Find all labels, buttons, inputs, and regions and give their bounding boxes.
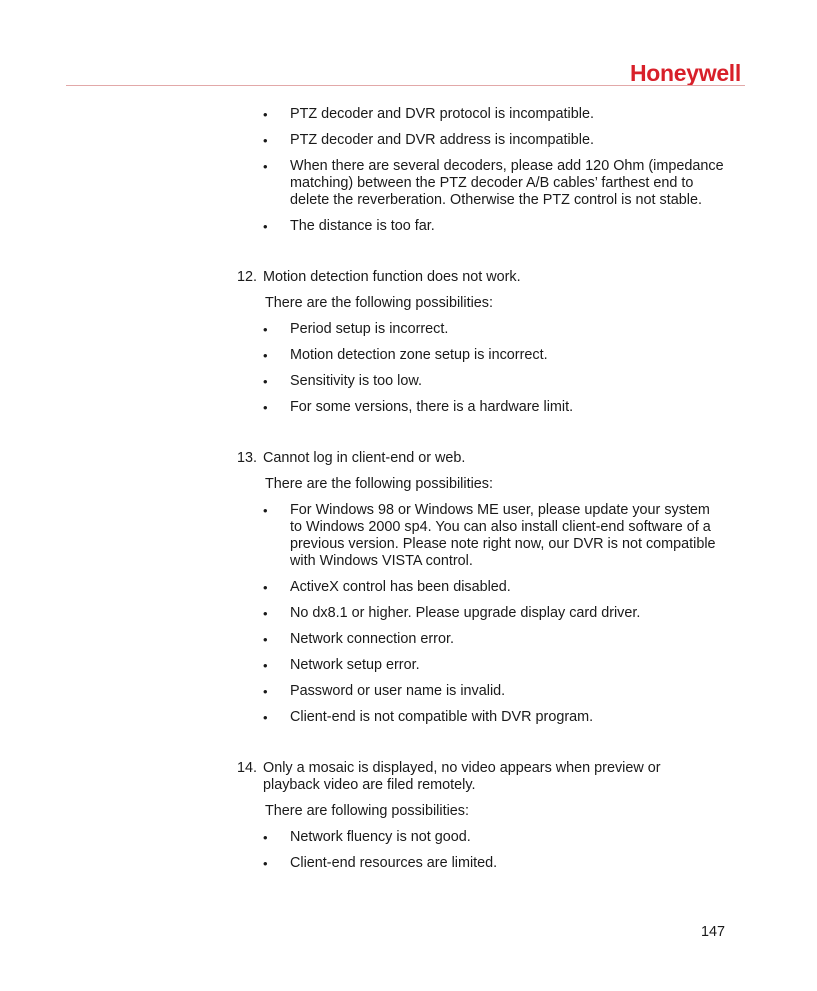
bullet-icon: • [263, 400, 268, 415]
bullet-icon: • [263, 658, 268, 673]
bullet-icon: • [263, 107, 268, 122]
list-item-text: ActiveX control has been disabled. [290, 579, 511, 595]
list-item-text: Client-end resources are limited. [290, 855, 498, 871]
bullet-icon: • [263, 606, 268, 621]
bullet-icon: • [263, 710, 268, 725]
section-title-text: Only a mosaic is displayed, no video appears when preview or playback video are filed remotely. [263, 760, 661, 793]
section-title-text: Motion detection function does not work. [263, 269, 521, 285]
list-item-text: Network fluency is not good. [290, 829, 471, 845]
list-item-text: When there are several decoders, please add 120 Ohm (impedance matching) between the PTZ decoder A/B cables’ farthest end to delete the reverberation. Otherwise the PTZ control is not stable. [290, 158, 724, 208]
section-heading [0, 269, 683, 286]
list-item-text: Network setup error. [290, 657, 420, 673]
list-item-text: Network connection error. [290, 631, 454, 647]
section-number: 13. [237, 450, 258, 466]
list-item [0, 855, 725, 872]
list-item-text: Sensitivity is too low. [290, 373, 422, 389]
section-intro: There are the following possibilities: [265, 476, 493, 492]
section-12 [0, 269, 817, 416]
bullet-icon: • [263, 684, 268, 699]
list-item-text: Client-end is not compatible with DVR program. [290, 709, 594, 725]
section-heading [0, 450, 683, 467]
list-item-text: PTZ decoder and DVR protocol is incompatible. [290, 106, 594, 122]
list-item [0, 132, 725, 149]
bullet-icon: • [263, 219, 268, 234]
section-number: 14. [237, 760, 258, 776]
section-bullet-list [0, 502, 817, 726]
list-item-text: Motion detection zone setup is incorrect. [290, 347, 548, 363]
list-item [0, 657, 725, 674]
list-item [0, 631, 725, 648]
bullet-icon: • [263, 159, 268, 174]
bullet-icon: • [263, 830, 268, 845]
list-item [0, 829, 725, 846]
list-item [0, 158, 725, 209]
intro-bullet-list [0, 106, 817, 235]
list-item-text: Period setup is incorrect. [290, 321, 449, 337]
honeywell-logo: Honeywell [629, 60, 741, 86]
list-item [0, 709, 725, 726]
list-item [0, 321, 725, 338]
bullet-icon: • [263, 632, 268, 647]
section-13 [0, 450, 817, 726]
section-heading [0, 760, 683, 794]
list-item [0, 218, 725, 235]
bullet-icon: • [263, 374, 268, 389]
section-14 [0, 760, 817, 872]
page-number: 147 [701, 924, 726, 940]
bullet-icon: • [263, 580, 268, 595]
list-item-text: PTZ decoder and DVR address is incompatible. [290, 132, 594, 148]
page-body [0, 106, 817, 881]
bullet-icon: • [263, 133, 268, 148]
list-item [0, 605, 725, 622]
section-bullet-list [0, 829, 817, 872]
bullet-icon: • [263, 322, 268, 337]
list-item [0, 347, 725, 364]
list-item [0, 502, 725, 570]
section-intro: There are following possibilities: [265, 803, 469, 819]
list-item-text: For Windows 98 or Windows ME user, please update your system to Windows 2000 sp4. You can also install client-end software of a previous version. Please note right now, our DVR is not compatible with Windows VISTA control. [290, 502, 716, 569]
list-item-text: For some versions, there is a hardware limit. [290, 399, 574, 415]
list-item [0, 579, 725, 596]
bullet-icon: • [263, 856, 268, 871]
header-divider [66, 85, 745, 86]
section-intro: There are the following possibilities: [265, 295, 493, 311]
bullet-icon: • [263, 348, 268, 363]
list-item-text: No dx8.1 or higher. Please upgrade display card driver. [290, 605, 641, 621]
section-number: 12. [237, 269, 258, 285]
list-item-text: The distance is too far. [290, 218, 435, 234]
bullet-icon: • [263, 503, 268, 518]
section-title-text: Cannot log in client-end or web. [263, 450, 466, 466]
list-item [0, 106, 725, 123]
list-item [0, 399, 725, 416]
list-item [0, 683, 725, 700]
list-item [0, 373, 725, 390]
section-bullet-list [0, 321, 817, 416]
list-item-text: Password or user name is invalid. [290, 683, 506, 699]
